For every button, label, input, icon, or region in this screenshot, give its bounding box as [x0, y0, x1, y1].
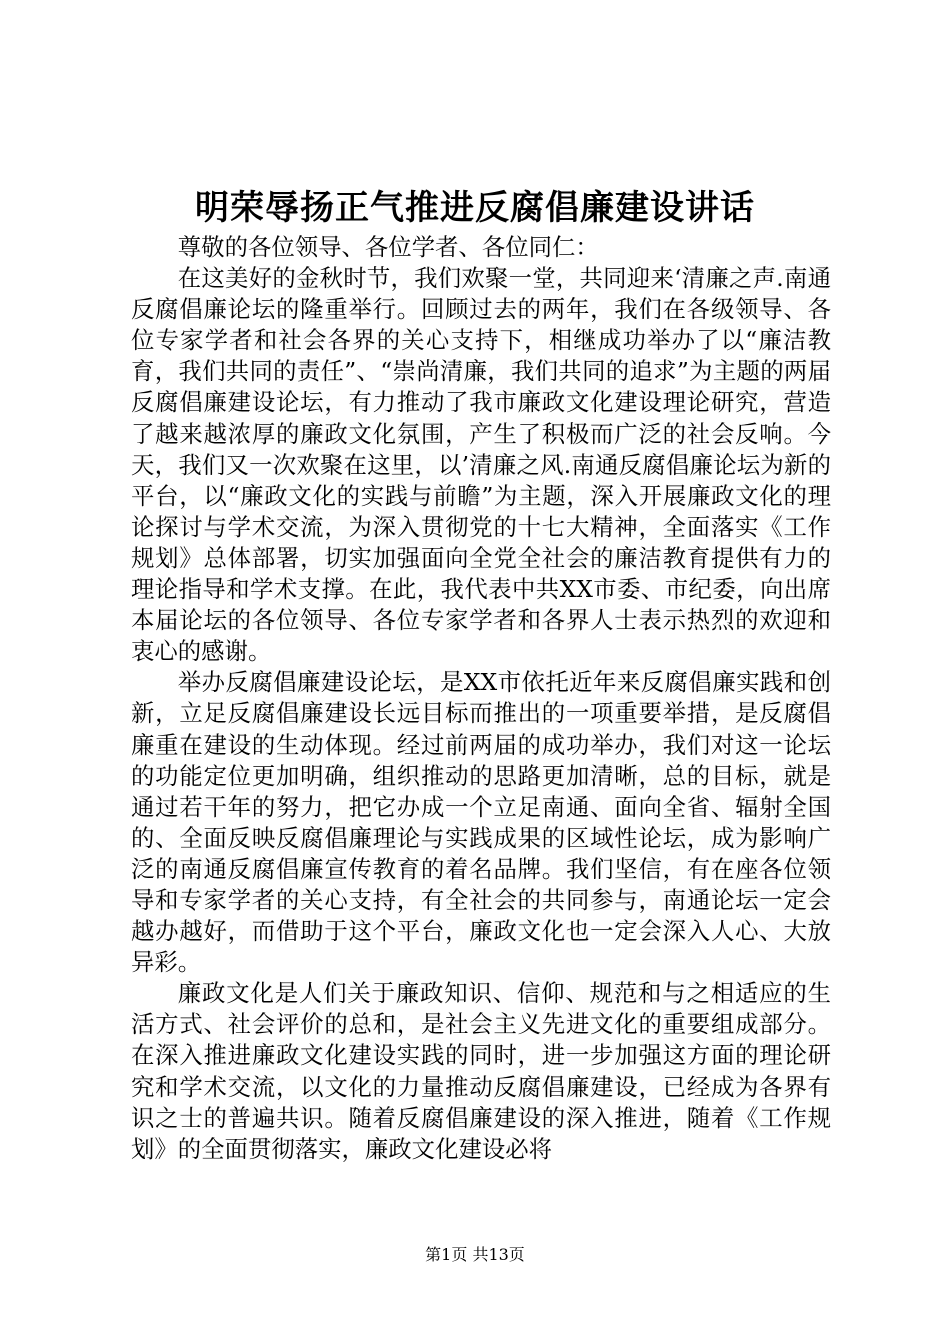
- document-body: [131, 232, 831, 1165]
- page-footer: 第1页 共13页: [425, 1245, 525, 1264]
- paragraph-3: 廉政文化是人们关于廉政知识、信仰、规范和与之相适应的生活方式、社会评价的总和，是社会主义先进文化的重要组成部分。在深入推进廉政文化建设实践的同时，进一步加强这方面的理论研究和学术交流，以文化的力量推动反腐倡廉建设，已经成为各界有识之士的普遍共识。随着反腐倡廉建设的深入推进，随着《工作规划》的全面贯彻落实，廉政文化建设必将: [131, 979, 831, 1163]
- document-title: 明荣辱扬正气推进反腐倡廉建设讲话: [195, 188, 755, 228]
- paragraph-1: 在这美好的金秋时节，我们欢聚一堂，共同迎来‘清廉之声.南通反腐倡廉论坛的隆重举行。回顾过去的两年，我们在各级领导、各位专家学者和社会各界的关心支持下，相继成功举办了以“廉洁教育，我们共同的责任”、“崇尚清廉，我们共同的追求”为主题的两届反腐倡廉建设论坛，有力推动了我市廉政文化建设理论研究，营造了越来越浓厚的廉政文化氛围，产生了积极而广泛的社会反响。今天，我们又一次欢聚在这里，以’清廉之风.南通反腐倡廉论坛为新的平台，以“廉政文化的实践与前瞻”为主题，深入开展廉政文化的理论探讨与学术交流，为深入贯彻党的十七大精神，全面落实《工作规划》总体部署，切实加强面向全党全社会的廉洁教育提供有力的理论指导和学术支撑。在此，我代表中共XX市委、市纪委，向出席本届论坛的各位领导、各位专家学者和各界人士表示热烈的欢迎和衷心的感谢。: [131, 264, 831, 666]
- salutation: 尊敬的各位领导、各位学者、各位同仁：: [177, 233, 599, 261]
- paragraph-2: 举办反腐倡廉建设论坛，是XX市依托近年来反腐倡廉实践和创新，立足反腐倡廉建设长远目标而推出的一项重要举措，是反腐倡廉重在建设的生动体现。经过前两届的成功举办，我们对这一论坛的功能定位更加明确，组织推动的思路更加清晰，总的目标，就是通过若干年的努力，把它办成一个立足南通、面向全省、辐射全国的、全面反映反腐倡廉理论与实践成果的区域性论坛，成为影响广泛的南通反腐倡廉宣传教育的着名品牌。我们坚信，有在座各位领导和专家学者的关心支持，有全社会的共同参与，南通论坛一定会越办越好，而借助于这个平台，廉政文化也一定会深入人心、大放异彩。: [131, 668, 831, 977]
